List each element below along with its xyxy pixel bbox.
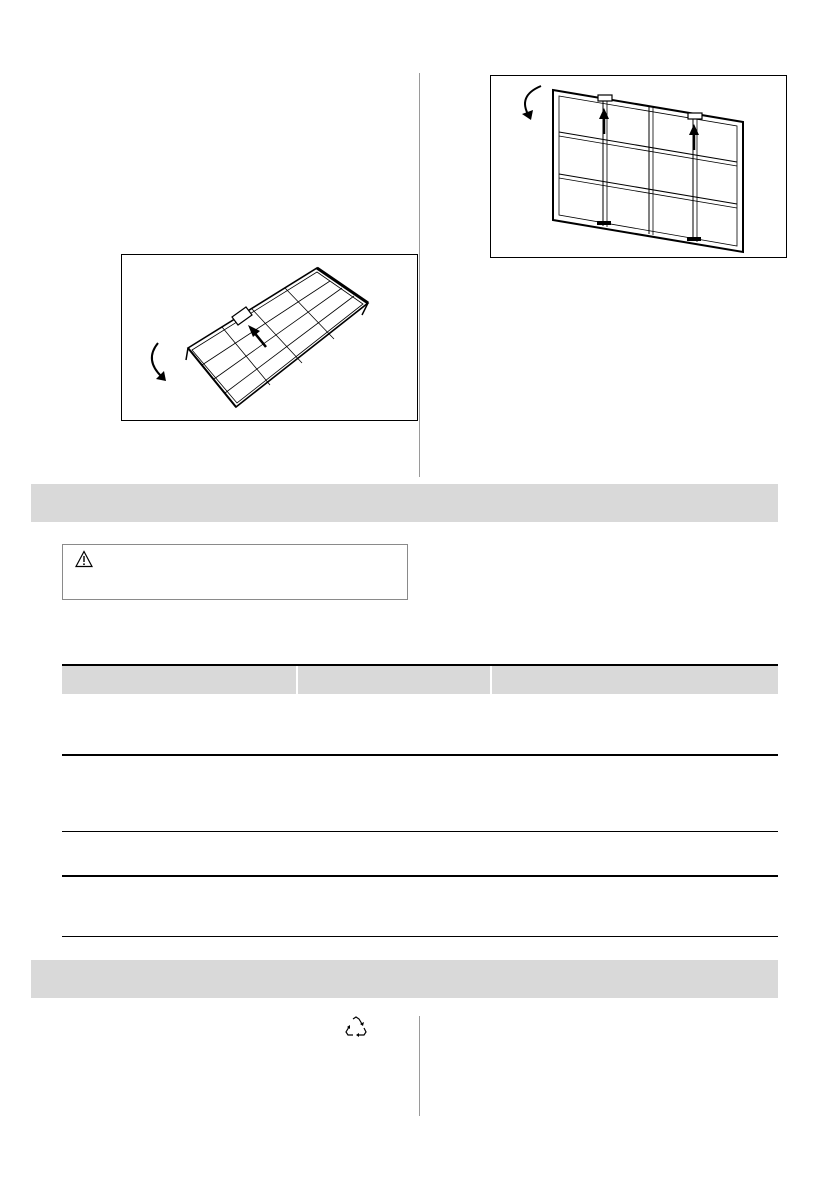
column-divider-bottom [419,1016,420,1116]
table-header [62,664,778,694]
table-row [62,832,778,877]
filter-removal-figure-right [490,75,787,258]
table-row [62,877,778,937]
column-separator [490,666,492,694]
table-row [62,694,778,756]
recycling-symbol-icon [344,1016,368,1038]
section-heading-bar-troubleshooting [31,484,778,522]
filter-removal-figure-left [121,254,418,421]
column-separator [296,666,298,694]
section-heading-bar-environment [31,960,778,998]
column-divider-top [419,73,420,477]
warning-box [62,544,408,600]
table-row [62,756,778,832]
troubleshooting-table [62,664,778,937]
warning-triangle-icon [75,550,93,568]
